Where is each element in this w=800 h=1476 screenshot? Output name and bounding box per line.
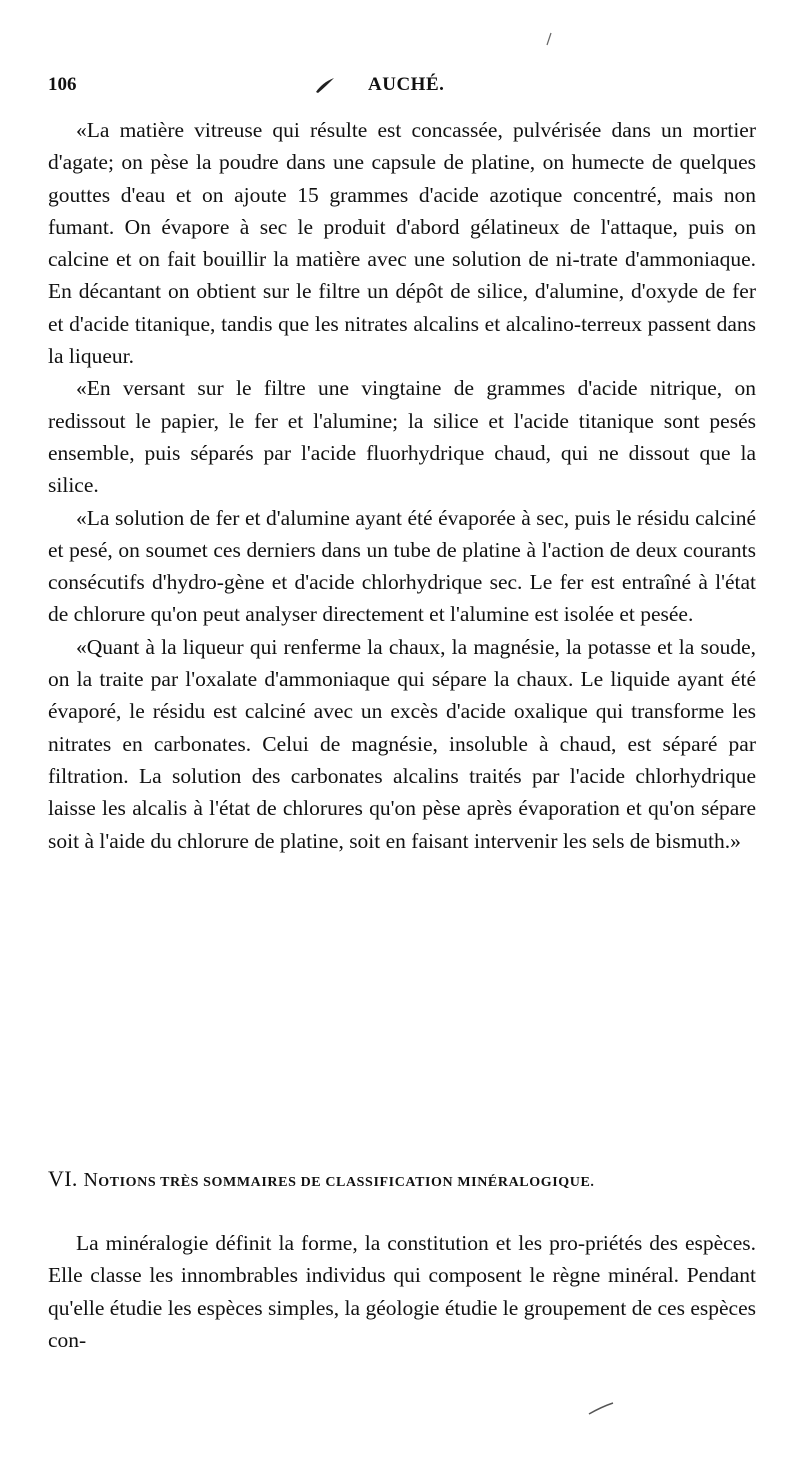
section-numeral: VI. (48, 1166, 78, 1191)
paragraph-3: «La solution de fer et d'alumine ayant été évaporée à sec, puis le résidu calciné et pesé, on soumet ces derniers dans un tube de platine à l'action de deux courants consécutifs d'hydro-gène et d'acide chlorhydrique sec. Le fer est entraîné à l'état de chlorure qu'on peut analyser directement et l'alumine est isolée et pesée. (48, 505, 756, 627)
paragraph-4: «Quant à la liqueur qui renferme la chaux, la magnésie, la potasse et la soude, on la traite par l'oxalate d'ammoniaque qui sépare la chaux. Le liquide ayant été évaporé, le résidu est calciné avec un excès d'acide oxalique qui transforme les nitrates en carbonates. Celui de magnésie, insoluble à chaud, est séparé par filtration. La solution des carbonates alcalins traités par l'acide chlorhydrique laisse les alcalis à l'état de chlorures qu'on pèse après évaporation et qu'on sépare soit à l'aide du chlorure de platine, soit en faisant intervenir les sels de bismuth.» (48, 634, 756, 853)
page-number: 106 (48, 74, 77, 95)
section-title: OTIONS TRÈS SOMMAIRES DE CLASSIFICATION MINÉRALOGIQUE. (98, 1175, 595, 1190)
paragraph-5: La minéralogie définit la forme, la constitution et les pro-priétés des espèces. Elle classe les innombrables individus qui composent le règne minéral. Pendant qu'elle étudie les espèces simples, la géologie étudie le groupement de ces espèces con- (48, 1231, 756, 1352)
ink-smudge-icon (314, 76, 336, 94)
paragraph-2: «En versant sur le filtre une vingtaine de grammes d'acide nitrique, on redissout le papier, le fer et l'alumine; la silice et l'acide titanique sont pesés ensemble, puis séparés par l'acide fluorhydrique chaud, qui ne dissout que la silice. (48, 376, 756, 498)
paper-scratch-icon (588, 1400, 614, 1416)
top-mark-icon (545, 32, 553, 46)
running-title: AUCHÉ. (368, 74, 445, 95)
body-text-continued (48, 1227, 756, 1356)
section-title-initial: N (83, 1169, 99, 1191)
paragraph-1: «La matière vitreuse qui résulte est concassée, pulvérisée dans un mortier d'agate; on pèse la poudre dans une capsule de platine, on humecte de quelques gouttes d'eau et on ajoute 15 grammes d'acide azotique concentré, mais non fumant. On évapore à sec le produit d'abord gélatineux de l'attaque, puis on calcine et on fait bouillir la matière avec une solution de ni-trate d'ammoniaque. En décantant on obtient sur le filtre un dépôt de silice, d'alumine, d'oxyde de fer et d'acide titanique, tandis que les nitrates alcalins et alcalino-terreux passent dans la liqueur. (48, 118, 756, 369)
body-text (48, 114, 756, 857)
running-head (48, 74, 760, 104)
section-heading (48, 1166, 756, 1192)
